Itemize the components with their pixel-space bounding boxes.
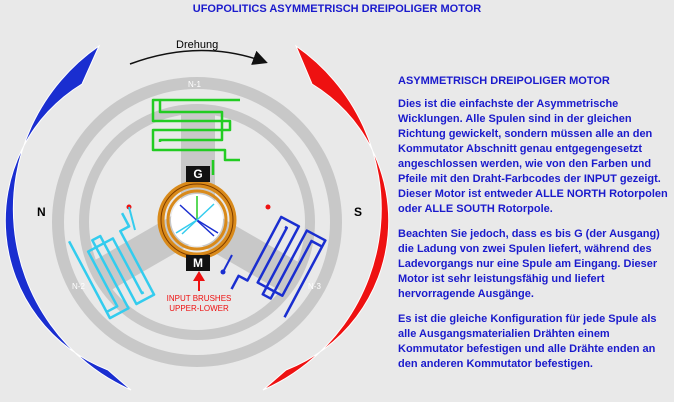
motor-label: M	[193, 256, 203, 270]
description-paragraph-3: Es ist die gleiche Konfiguration für jede Spule als alle Ausgangsmaterialien Drähten einem Kommutator befestigen und alle Drähte enden an den anderen Kommutator befestigen.	[398, 313, 657, 370]
pole-north-label: N	[37, 205, 46, 219]
input-position-label: UPPER-LOWER	[169, 304, 229, 313]
rotation-arrow	[130, 50, 265, 64]
input-brushes-label: INPUT BRUSHES	[166, 294, 232, 303]
generator-label: G	[193, 167, 203, 181]
page-title: UFOPOLITICS ASYMMETRISCH DREIPOLIGER MOTOR	[192, 3, 482, 15]
rotation-label: Drehung	[176, 39, 219, 51]
description-paragraph-1: Dies ist die einfachste der Asymmetrische Wicklungen. Alle Spulen sind in der gleichen Richtung gewickelt, sondern müssen alle an den Kommutator Abschnitt genau entgegengesetzt angeschlossen werden, wie von den Farben und Pfeile mit den Draht-Farbcodes der INPUT gezeigt. Dieser Motor ist entweder ALLE NORTH Rotorpolen oder ALLE SOUTH Rotorpole.	[398, 98, 668, 215]
lead-dot-right-red	[266, 205, 271, 210]
description-paragraph-2: Beachten Sie jedoch, dass es bis G (der Ausgang) die Ladung von zwei Spulen liefert, während des Ladevorgangs nur eine Spule am Eingang. Dieser Motor ist sehr leistungsfähig und liefert hervorragende Ausgänge.	[398, 228, 660, 300]
description-heading: ASYMMETRISCH DREIPOLIGER MOTOR	[398, 75, 610, 87]
pole-label-n2: N-2	[72, 282, 85, 291]
pole-south-label: S	[354, 205, 363, 219]
description-panel	[398, 74, 670, 382]
pole-label-n3: N-3	[308, 282, 321, 291]
pole-label-n1: N-1	[188, 80, 201, 89]
